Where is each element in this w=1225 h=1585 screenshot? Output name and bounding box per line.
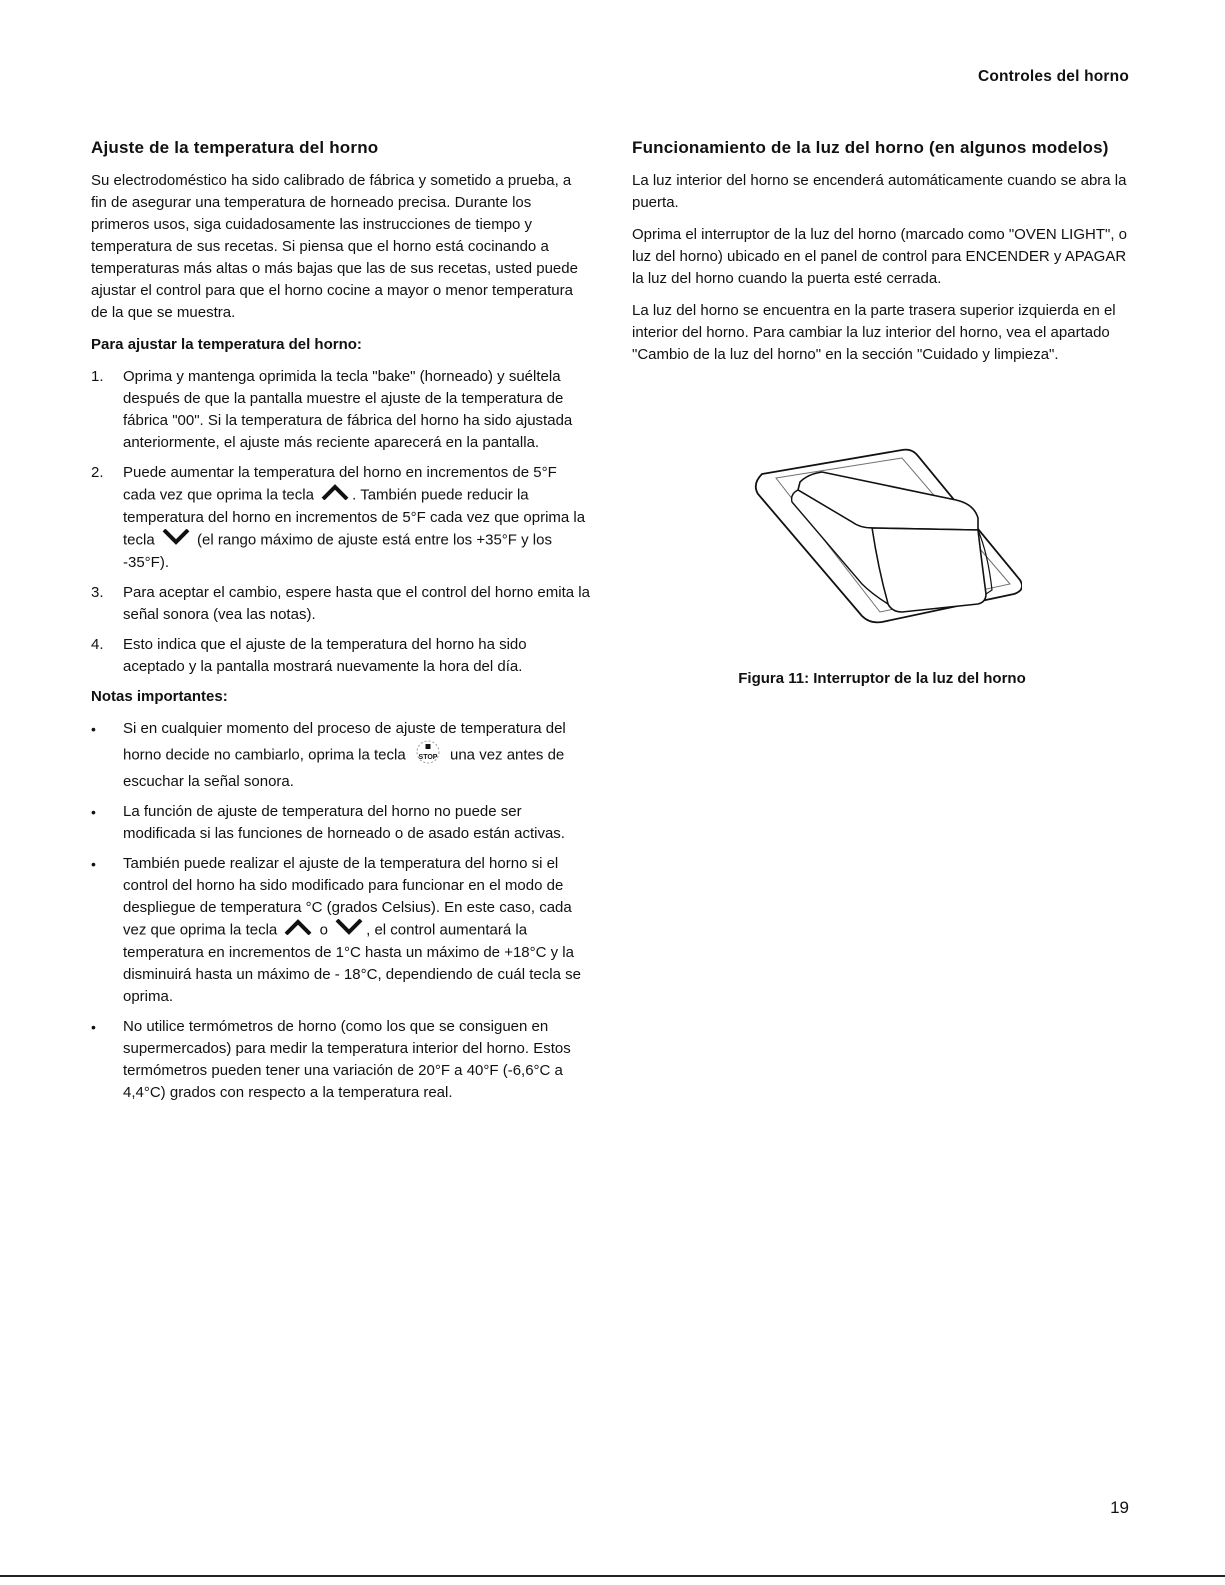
bullet: • [91,721,96,737]
note-text: o [319,921,328,939]
steps-heading: Para ajustar la temperatura del horno: [91,336,362,353]
light-paragraph-1: La luz interior del horno se encenderá automáticamente cuando se abra la puerta. [632,172,1127,211]
light-paragraph-2: Oprima el interruptor de la luz del horno (marcado como "OVEN LIGHT", o luz del horno) ubicado en el panel de control para ENCENDER y APAGAR la luz del horno cuando la puerta esté cerrada. [632,226,1128,287]
step-number: 2. [91,464,104,481]
step-text: . También puede reducir la temperatura del horno en incrementos de 5°F cada vez que oprima la tecla [123,486,586,549]
section-title-temperature: Ajuste de la temperatura del horno [91,138,379,157]
left-column [91,138,591,1112]
steps-list [91,366,591,678]
note-text: una vez antes de escuchar la señal sonora. [123,746,565,790]
step-1 [91,366,591,454]
note-4 [91,1016,591,1104]
note-text: La función de ajuste de temperatura del horno no puede ser modificada si las funciones de horneado o de asado están activas. [123,803,565,842]
figure-caption: Figura 11: Interruptor de la luz del horno [738,670,1026,687]
step-number: 3. [91,584,104,601]
down-arrow-icon [335,919,363,942]
step-text: Oprima y mantenga oprimida la tecla "bake" (horneado) y suéltela después de que la pantalla muestre el ajuste de la temperatura de fábrica "00". Si la temperatura de fábrica del horno ha sido ajustada anteriormente, el ajuste más reciente aparecerá en la pantalla. [123,368,573,451]
step-2 [91,462,591,574]
step-text: Esto indica que el ajuste de la temperatura del horno ha sido aceptado y la pantalla mostrará nuevamente la hora del día. [123,636,527,675]
step-number: 1. [91,368,104,385]
note-text: No utilice termómetros de horno (como los que se consiguen en supermercados) para medir la temperatura interior del horno. Estos termómetros pueden tener una variación de 20°F a 40°F (-6,6°C a 4,4°C) grados con respecto a la temperatura real. [123,1018,571,1101]
bullet: • [91,804,96,820]
note-1 [91,718,591,793]
bottom-rule [0,1575,1225,1577]
note-3 [91,853,591,1008]
right-column [632,138,1132,687]
up-arrow-icon [321,484,349,507]
note-text: También puede realizar el ajuste de la temperatura del horno si el control del horno ha sido modificado para funcionar en el modo de despliegue de temperatura °C (grados Celsius). En este caso, cada vez que oprima la tecla [123,855,572,939]
figure-11 [632,444,1132,687]
step-number: 4. [91,636,104,653]
notes-list [91,718,591,1104]
rocker-face [872,528,986,612]
intro-paragraph: Su electrodoméstico ha sido calibrado de fábrica y sometido a prueba, a fin de asegurar una temperatura de horneado precisa. Durante los primeros usos, siga cuidadosamente las instrucciones de tiempo y temperatura de sus recetas. Si piensa que el horno está cocinando a temperaturas más altas o más bajas que las de sus recetas, usted puede ajustar el control para que el horno cocine a mayor o menor temperatura de la que se muestra. [91,172,578,321]
section-title-light: Funcionamiento de la luz del horno (en algunos modelos) [632,138,1109,157]
stop-key-label: STOP [418,754,438,761]
bullet: • [91,1019,96,1035]
note-text: , el control aumentará la temperatura en incrementos de 1°C hasta un máximo de +18°C y la disminuirá hasta un máximo de - 18°C, dependiendo de cuál tecla se oprima. [123,921,581,1005]
up-arrow-icon [284,919,312,942]
step-4 [91,634,591,678]
bullet: • [91,856,96,872]
note-text: Si en cualquier momento del proceso de ajuste de temperatura del horno decide no cambiarlo, oprima la tecla [123,720,566,764]
oven-light-switch-illustration [742,444,1022,644]
note-2 [91,801,591,845]
down-arrow-icon [162,529,190,552]
step-3 [91,582,591,626]
light-paragraph-3: La luz del horno se encuentra en la parte trasera superior izquierda en el interior del horno. Para cambiar la luz interior del horno, vea el apartado "Cambio de la luz del horno" en la sección "Cuidado y limpieza". [632,302,1116,363]
step-text: (el rango máximo de ajuste está entre los +35°F y los -35°F). [123,531,552,571]
running-head: Controles del horno [977,68,1129,85]
stop-key-icon [413,740,443,771]
notes-heading: Notas importantes: [91,688,228,705]
page-number: 19 [1110,1498,1129,1517]
step-text: Puede aumentar la temperatura del horno en incrementos de 5°F cada vez que oprima la tecla [123,464,557,504]
step-text: Para aceptar el cambio, espere hasta que el control del horno emita la señal sonora (vea las notas). [123,584,590,623]
